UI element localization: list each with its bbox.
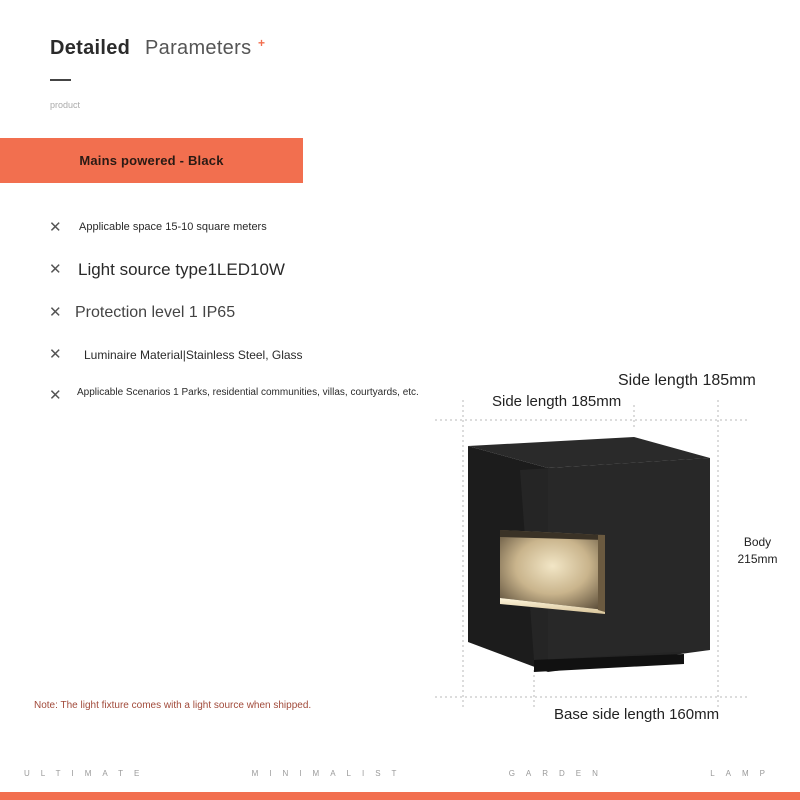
close-icon: ✕ bbox=[49, 304, 62, 321]
sub-label: product bbox=[50, 100, 81, 110]
footer-word: LAMP bbox=[710, 769, 776, 778]
lamp-body bbox=[468, 437, 710, 672]
footer-bar bbox=[0, 792, 800, 800]
footer-word: ULTIMATE bbox=[24, 769, 151, 778]
spec-item-material: Luminaire Material|Stainless Steel, Glass bbox=[84, 348, 303, 362]
close-icon: ✕ bbox=[49, 346, 62, 363]
close-icon: ✕ bbox=[49, 261, 62, 278]
model-banner: Mains powered - Black bbox=[0, 138, 303, 183]
spec-item-light-source: Light source type1LED10W bbox=[78, 260, 285, 279]
title-parameters: Parameters bbox=[145, 37, 252, 59]
dimension-base-length: Base side length 160mm bbox=[554, 706, 720, 723]
footer-word: GARDEN bbox=[508, 769, 609, 778]
dimension-body-value: 215mm bbox=[737, 552, 778, 566]
spec-item-scenarios: Applicable Scenarios 1 Parks, residential communities, villas, courtyards, etc. bbox=[77, 387, 419, 398]
title-detailed: Detailed bbox=[50, 37, 131, 59]
close-icon: ✕ bbox=[49, 219, 62, 236]
dimension-side-length-left: Side length 185mm bbox=[492, 393, 622, 410]
dimension-body-label: Body bbox=[743, 535, 772, 549]
spec-item-protection: Protection level 1 IP65 bbox=[75, 304, 236, 321]
shipping-note: Note: The light fixture comes with a light source when shipped. bbox=[34, 700, 312, 711]
spec-item-space: Applicable space 15-10 square meters bbox=[79, 221, 267, 233]
footer-word: MINIMALIST bbox=[251, 769, 408, 778]
dimension-body-height bbox=[735, 534, 780, 568]
footer-tagline bbox=[0, 769, 800, 778]
dimension-side-length-top: Side length 185mm bbox=[618, 372, 756, 389]
close-icon: ✕ bbox=[49, 387, 62, 404]
title-plus-mark: + bbox=[258, 36, 266, 50]
